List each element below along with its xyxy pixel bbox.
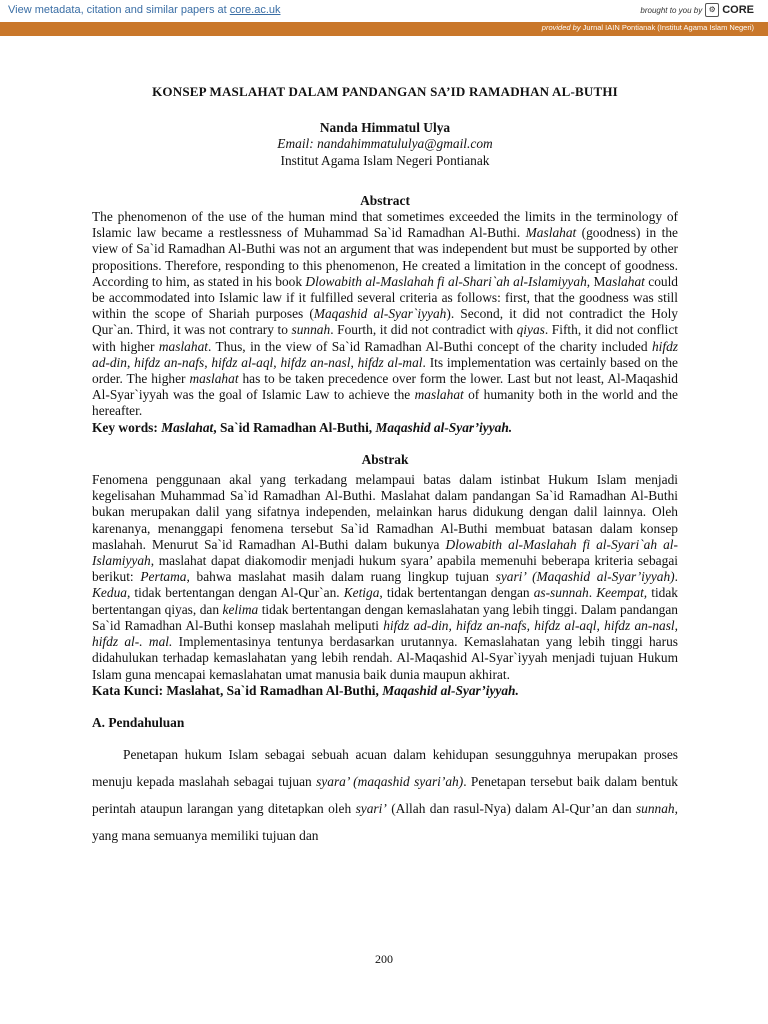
core-metadata-link[interactable]: View metadata, citation and similar papers at core.ac.uk bbox=[8, 4, 281, 16]
author-email: Email: nandahimmatululya@gmail.com bbox=[277, 136, 493, 152]
paper-title: KONSEP MASLAHAT DALAM PANDANGAN SA’ID RAMADHAN AL-BUTHI bbox=[152, 84, 618, 99]
abstrak-heading: Abstrak bbox=[361, 451, 409, 467]
abstract-heading: Abstract bbox=[360, 192, 410, 208]
author-affiliation: Institut Agama Islam Negeri Pontianak bbox=[280, 152, 490, 168]
provided-by-text: provided by Jurnal IAIN Pontianak (Institut Agama Islam Negeri) bbox=[541, 23, 754, 32]
intro-paragraph: Penetapan hukum Islam sebagai sebuah acuan dalam kehidupan sesungguhnya merupakan proses menuju kepada maslahah sebagai tujuan syara’ (maqashid syari’ah). Penetapan tersebut baik dalam bentuk perintah ataupun larangan yang ditetapkan oleh syari’ (Allah dan rasul-Nya) dalam Al-Qur’an dan sunnah, yang mana semuanya memiliki tujuan dan bbox=[92, 747, 678, 844]
author-name: Nanda Himmatul Ulya bbox=[319, 120, 451, 136]
paper-page bbox=[92, 84, 678, 863]
section-heading: A. Pendahuluan bbox=[92, 714, 185, 730]
core-banner bbox=[0, 0, 768, 22]
provider-bar bbox=[0, 22, 768, 36]
core-brand[interactable]: brought to you by ⚙ CORE bbox=[640, 4, 754, 16]
abstrak-body: Fenomena penggunaan akal yang terkadang melampaui batas dalam istinbat Hukum Islam menjadi kegelisahan Muhammad Sa`id Ramadhan Al-Buthi. Maslahat dalam pandangan Sa`id Ramadhan Al-Buthi bukan merupakan dalil yang sifatnya independen, melainkan harus didukung dengan dalil lainnya. Oleh karenanya, menanggapi fenomena tersebut Sa`id Ramadhan Al-Buthi membuat batasan dalam konsep maslahah. Menurut Sa`id Ramadhan Al-Buthi dalam bukunya Dlowabith al-Maslahah fi al-Syari`ah al-Islamiyyah, maslahat dapat diakomodir menjadi hukum syara’ apabila memenuhi beberapa kriteria sebagai berikut: Pertama, bahwa maslahat masih dalam ruang lingkup tujuan syari’ (Maqashid al-Syar’iyyah). Kedua, tidak bertentangan dengan Al-Qur`an. Ketiga, tidak bertentangan dengan as-sunnah. Keempat, tidak bertentangan qiyas, dan kelima tidak bertentangan dengan kemaslahatan yang lebih tinggi. Dalam pandangan Sa`id Ramadhan Al-Buthi konsep maslahah meliputi hifdz ad-din, hifdz an-nafs, hifdz al-aql, hifdz an-nasl, hifdz al-. mal. Implementasinya tentunya berdasarkan urutannya. Kemaslahatan yang lebih tinggi harus didahulukan terhadap kemaslahatan yang lebih rendah. Al-Maqashid Al-Syar`iyyah menjadi tujuan Hukum Islam guna mencapai kemaslahatan umat manusia baik dunia maupun akhirat. bbox=[92, 472, 679, 682]
kata-kunci: Kata Kunci: Maslahat, Sa`id Ramadhan Al-Buthi, Maqashid al-Syar’iyyah. bbox=[92, 682, 519, 698]
abstract-body: The phenomenon of the use of the human mind that sometimes exceeded the limits in the terminology of Islamic law became a restlessness of Muhammad Sa`id Ramadhan Al-Buthi. Maslahat (goodness) in the view of Sa`id Ramadhan Al-Buthi was not an argument that was independent but must be supported by other propositions. Therefore, responding to this phenomenon, He created a limitation in the concept of goodness. According to him, as stated in his book Dlowabith al-Maslahah fi al-Shari`ah al-Islamiyyah, Maslahat could be accommodated into Islamic law if it fulfilled several criteria as follows: first, that the goodness was still within the scope of Shariah purposes (Maqashid al-Syar`iyyah). Second, it did not contradict the Holy Qur`an. Third, it was not contrary to sunnah. Fourth, it did not contradict with qiyas. Fifth, it did not conflict with higher maslahat. Thus, in the view of Sa`id Ramadhan Al-Buthi concept of the charity included hifdz ad-din, hifdz an-nafs, hifdz al-aql, hifdz an-nasl, hifdz al-mal. Its implementation was certainly based on the order. The higher maslahat has to be taken precedence over form the lower. Last but not least, Al-Maqashid Al-Syar`iyyah was the goal of Islamic Law to achieve the maslahat of humanity both in the world and the hereafter. bbox=[92, 209, 679, 419]
page-number: 200 bbox=[375, 952, 393, 966]
core-logo-icon: ⚙ bbox=[705, 3, 719, 17]
keywords: Key words: Maslahat, Sa`id Ramadhan Al-Buthi, Maqashid al-Syar’iyyah. bbox=[92, 419, 513, 435]
